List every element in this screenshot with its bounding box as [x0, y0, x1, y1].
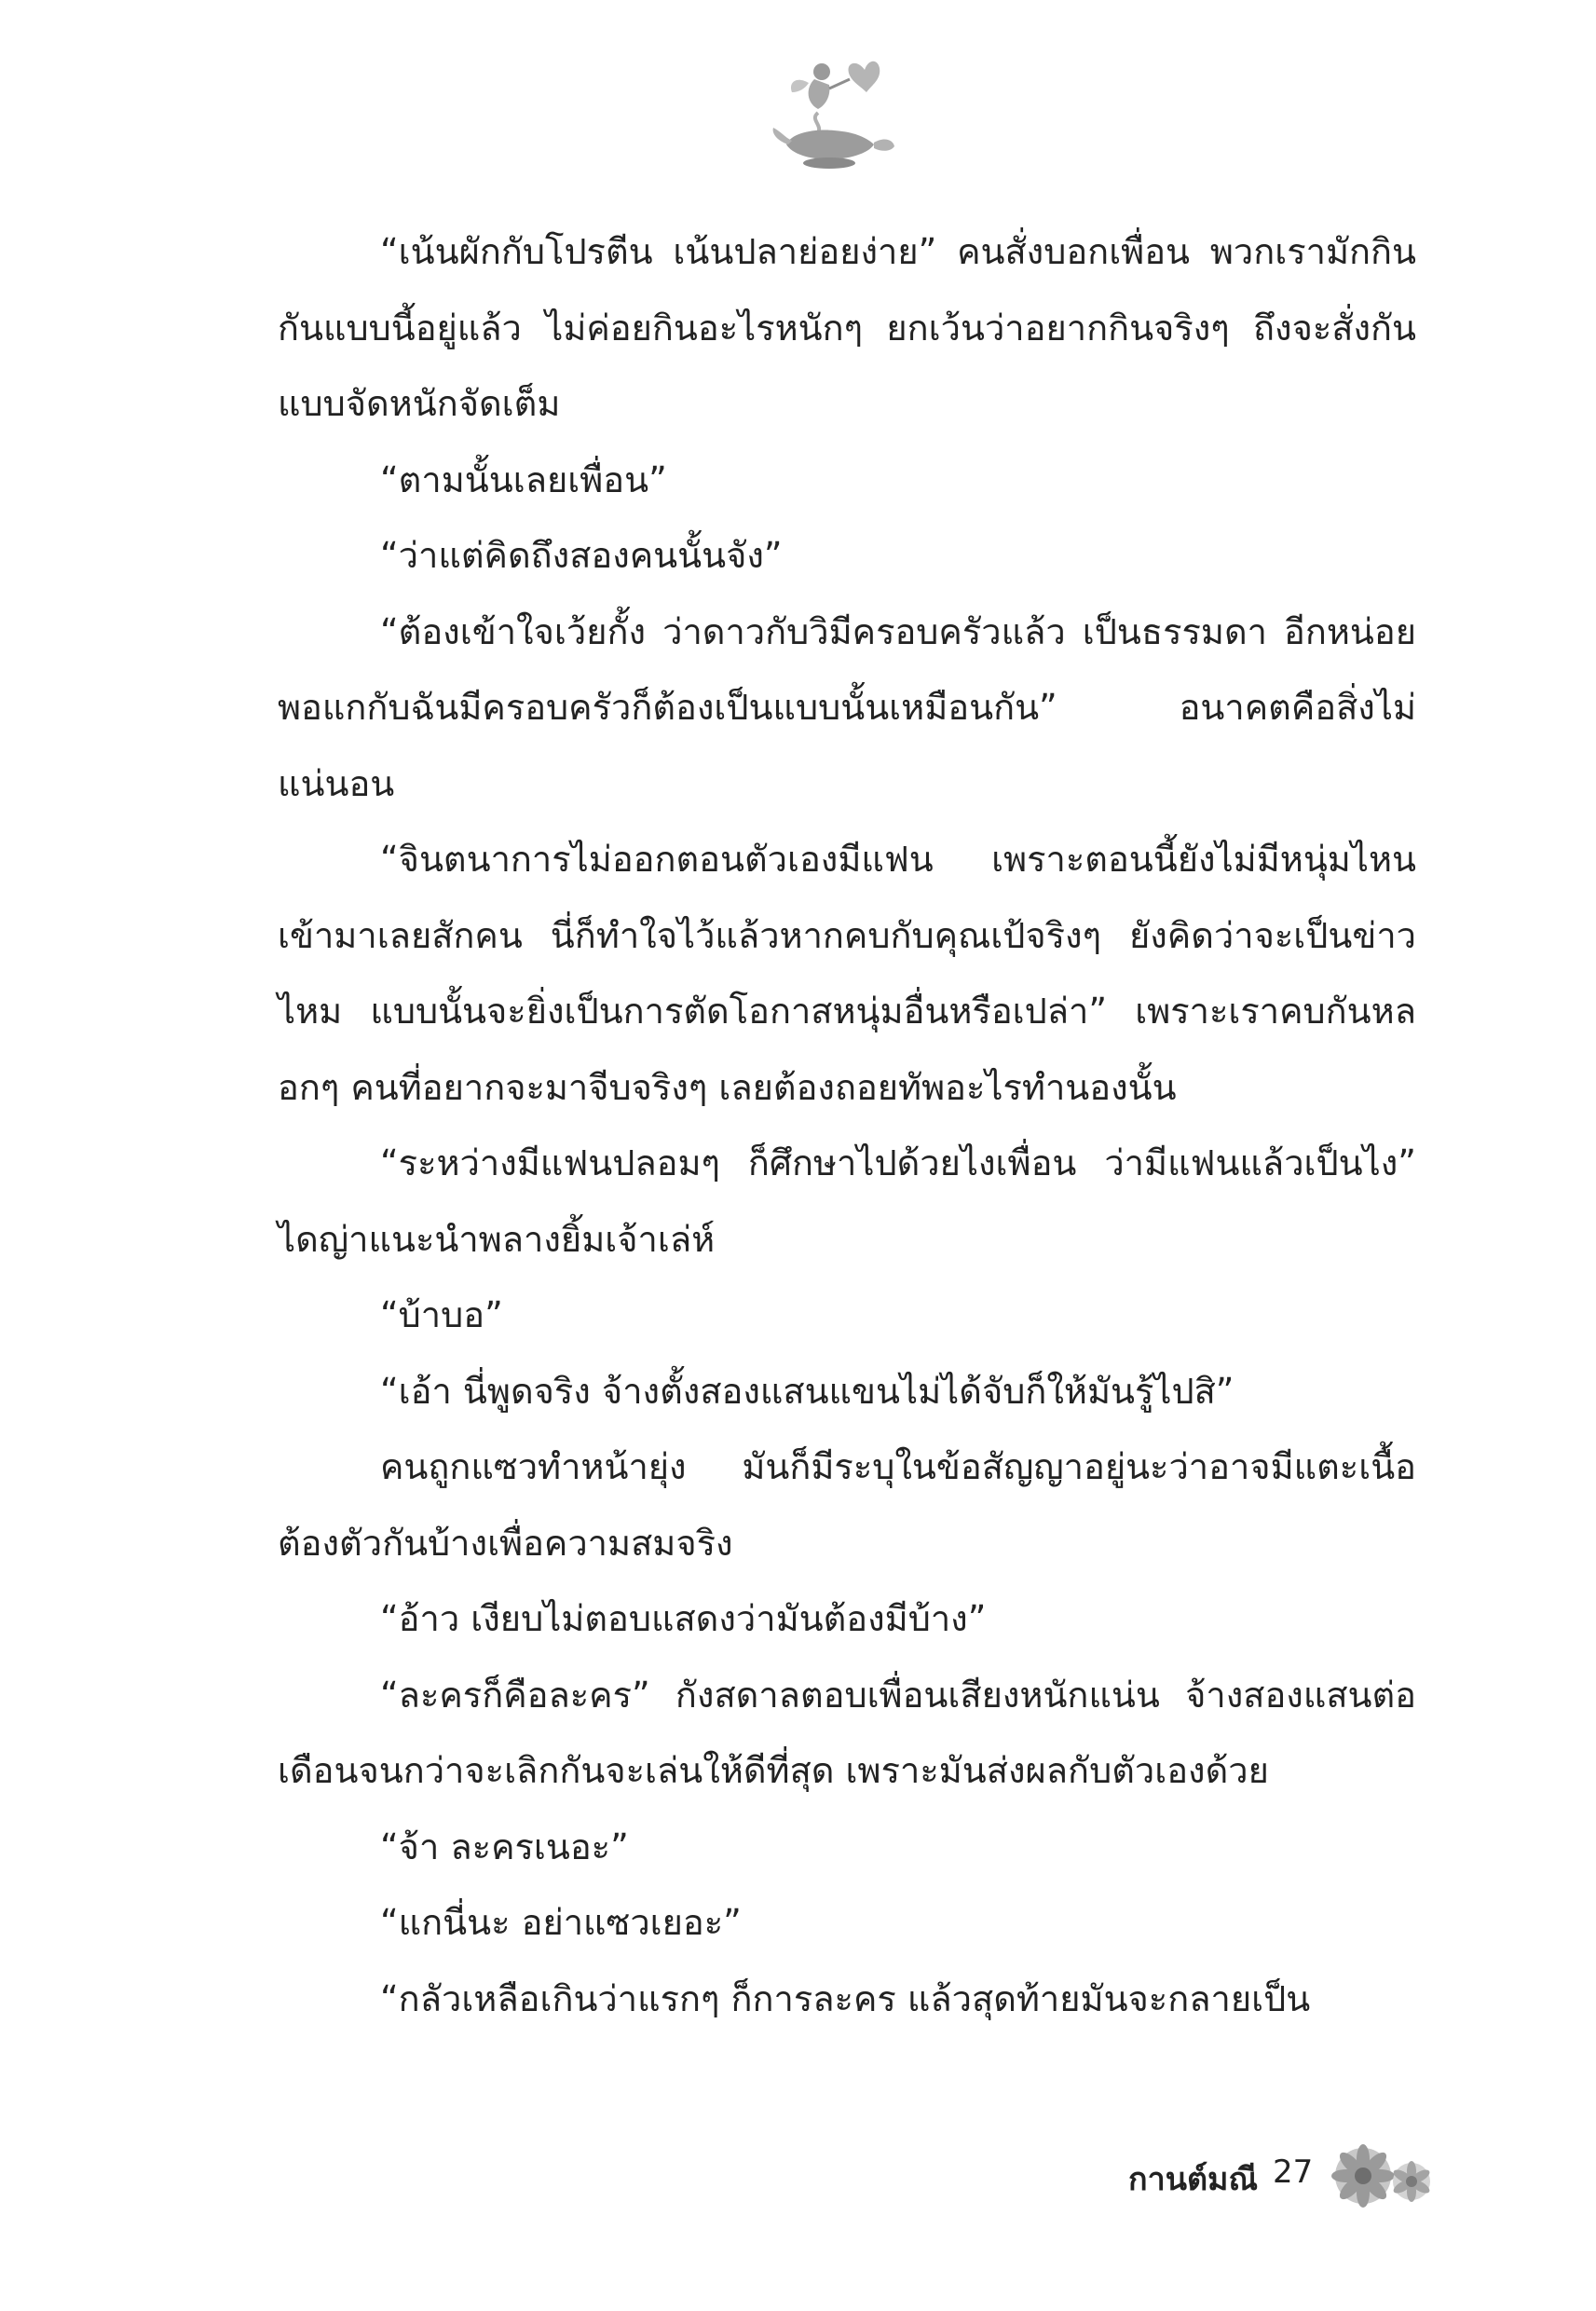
paragraph: “กลัวเหลือเกินว่าแรกๆ ก็การละคร แล้วสุดท้ายมันจะกลายเป็น — [380, 1977, 1311, 2019]
cupid-teapot-ornament-icon — [764, 51, 904, 172]
paragraph: “ตามนั้นเลยเพื่อน” — [380, 458, 667, 500]
paragraph: “จินตนาการไม่ออกตอนตัวเองมีแฟน เพราะตอนนี้ยังไม่มีหนุ่มไหนเข้ามาเลยสักคน นี่ก็ทำใจไว้แล้วหากคบกับคุณเป้จริงๆ ยังคิดว่าจะเป็นข่าวไหม แบบนั้นจะยิ่งเป็นการตัดโอกาสหนุ่มอื่นหรือเปล่า” เพราะเราคบกันหลอกๆ คนที่อยากจะมาจีบจริงๆ เลยต้องถอยทัพอะไรทำนองนั้น — [278, 839, 1416, 1108]
paragraph: “ระหว่างมีแฟนปลอมๆ ก็ศึกษาไปด้วยไงเพื่อน ว่ามีแฟนแล้วเป็นไง” ไดญ่าแนะนำพลางยิ้มเจ้าเล่ห์ — [278, 1142, 1416, 1260]
flower-ornament-icon — [1318, 2139, 1439, 2213]
paragraph: “จ้า ละครเนอะ” — [380, 1826, 629, 1867]
page-footer — [1071, 2139, 1463, 2213]
paragraph: “บ้าบอ” — [380, 1294, 503, 1335]
paragraph: คนถูกแซวทำหน้ายุ่ง มันก็มีระบุในข้อสัญญาอยู่นะว่าอาจมีแตะเนื้อต้องตัวกันบ้างเพื่อความสมจริง — [278, 1446, 1416, 1564]
paragraph: “เอ้า นี่พูดจริง จ้างตั้งสองแสนแขนไม่ได้จับก็ให้มันรู้ไปสิ” — [380, 1370, 1235, 1412]
paragraph: “ละครก็คือละคร” กังสดาลตอบเพื่อนเสียงหนักแน่น จ้างสองแสนต่อเดือนจนกว่าจะเลิกกันจะเล่นให้ดีที่สุด เพราะมันส่งผลกับตัวเองด้วย — [278, 1674, 1416, 1791]
paragraph: “อ้าว เงียบไม่ตอบแสดงว่ามันต้องมีบ้าง” — [380, 1598, 987, 1639]
page-number: 27 — [1273, 2154, 1314, 2191]
paragraph: “ว่าแต่คิดถึงสองคนนั้นจัง” — [380, 535, 783, 576]
paragraph: “ต้องเข้าใจเว้ยกั้ง ว่าดาวกับวิมีครอบครัวแล้ว เป็นธรรมดา อีกหน่อยพอแกกับฉันมีครอบครัวก็ต้องเป็นแบบนั้นเหมือนกัน” อนาคตคือสิ่งไม่แน่นอน — [278, 610, 1416, 804]
paragraph: “เน้นผักกับโปรตีน เน้นปลาย่อยง่าย” คนสั่งบอกเพื่อน พวกเรามักกินกันแบบนี้อยู่แล้ว ไม่ค่อยกินอะไรหนักๆ ยกเว้นว่าอยากกินจริงๆ ถึงจะสั่งกันแบบจัดหนักจัดเต็ม — [278, 231, 1416, 424]
body-text — [278, 214, 1416, 2037]
paragraph: “แกนี่นะ อย่าแซวเยอะ” — [380, 1902, 742, 1943]
book-title: กานต์มณี — [1128, 2161, 1258, 2198]
